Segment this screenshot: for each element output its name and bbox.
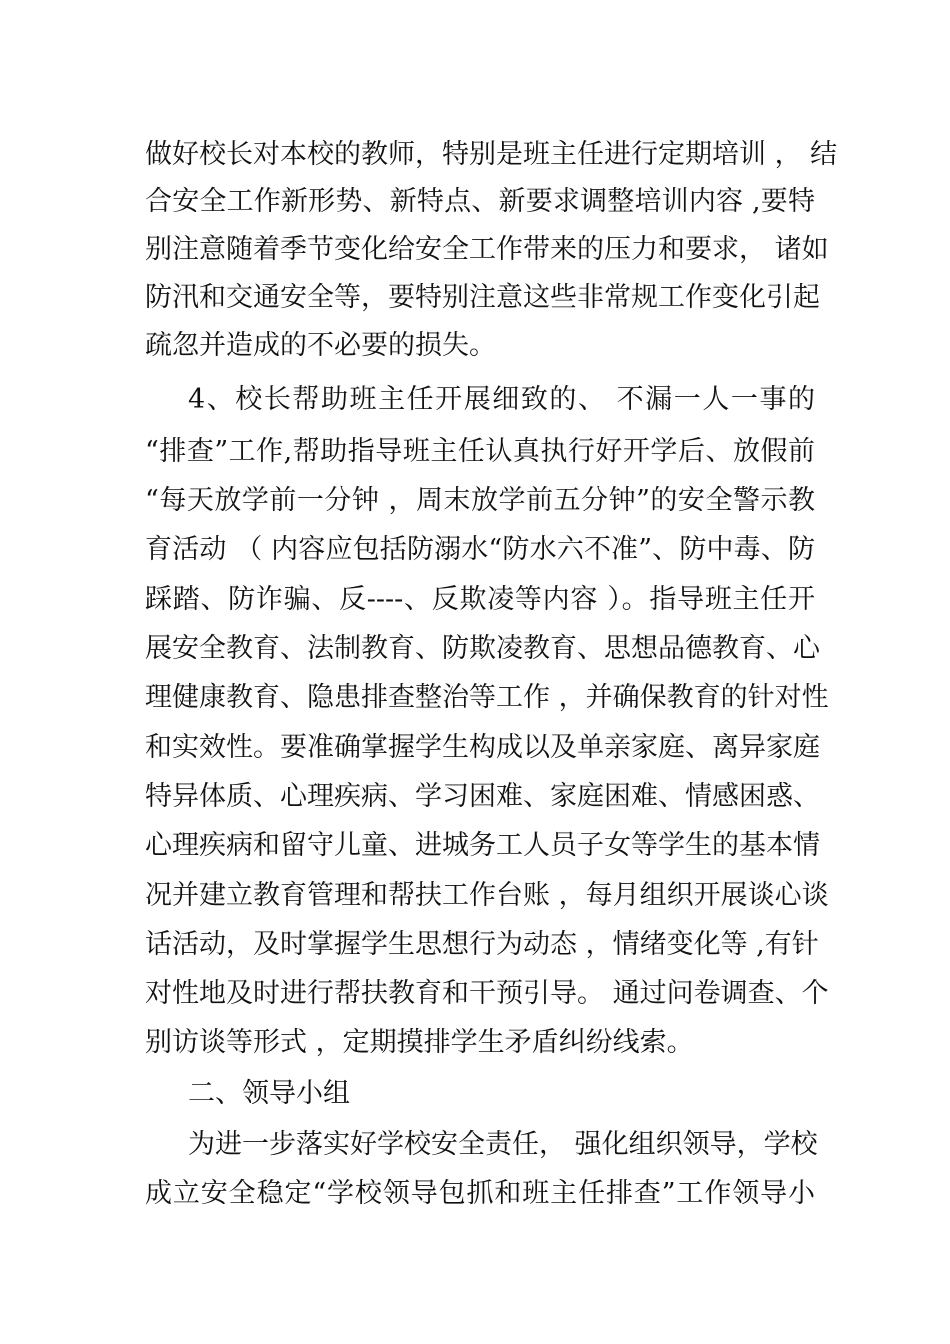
text-line: 合安全工作新形势、新特点、新要求调整培训内容 ,要特 [145,186,815,217]
paragraph-first-line: 为进一步落实好学校安全责任， 强化组织领导，学校 [188,1129,818,1160]
text-line: 踩踏、防诈骗、反----、反欺凌等内容 ）。指导班主任开 [145,584,815,615]
text-line: 防汛和交通安全等，要特别注意这些非常规工作变化引起 [145,282,820,313]
text-line: 别访谈等形式 ，定期摸排学生矛盾纠纷线索。 [145,1027,694,1058]
text-line: “每天放学前一分钟 ，周末放学前五分钟”的安全警示教 [145,485,815,516]
text-line: 做好校长对本校的教师，特别是班主任进行定期培训 ， 结 [145,139,838,170]
text-line: 特异体质、心理疾病、学习困难、家庭困难、情感困惑、 [145,781,820,812]
text-line: “排查”工作,帮助指导班主任认真执行好开学后、放假前 [145,436,815,467]
text-line: 别注意随着季节变化给安全工作带来的压力和要求， 诸如 [145,234,829,265]
text-line: 疏忽并造成的不必要的损失。 [145,330,496,361]
paragraph-4-first-line: 4、校长帮助班主任开展细致的、 不漏一人一事的 [188,384,815,415]
text-line: 对性地及时进行帮扶教育和干预引导。 通过问卷调查、个 [145,978,829,1009]
text-line: 育活动 （ 内容应包括防溺水“防水六不准”、防中毒、防 [145,534,815,565]
text-line: 心理疾病和留守儿童、进城务工人员子女等学生的基本情 [145,830,820,861]
text-line: 成立安全稳定“学校领导包抓和班主任排查”工作领导小 [145,1178,815,1209]
section-heading: 二、领导小组 [188,1078,350,1109]
text-line: 理健康教育、隐患排查整治等工作 ，并确保教育的针对性 [145,682,829,713]
text-line: 话活动，及时掌握学生思想行为动态 ，情绪变化等 ,有针 [145,929,819,960]
text-line: 况并建立教育管理和帮扶工作台账 ，每月组织开展谈心谈 [145,880,829,911]
text-line: 展安全教育、法制教育、防欺凌教育、思想品德教育、心 [145,633,820,664]
text-line: 和实效性。要准确掌握学生构成以及单亲家庭、离异家庭 [145,732,820,763]
